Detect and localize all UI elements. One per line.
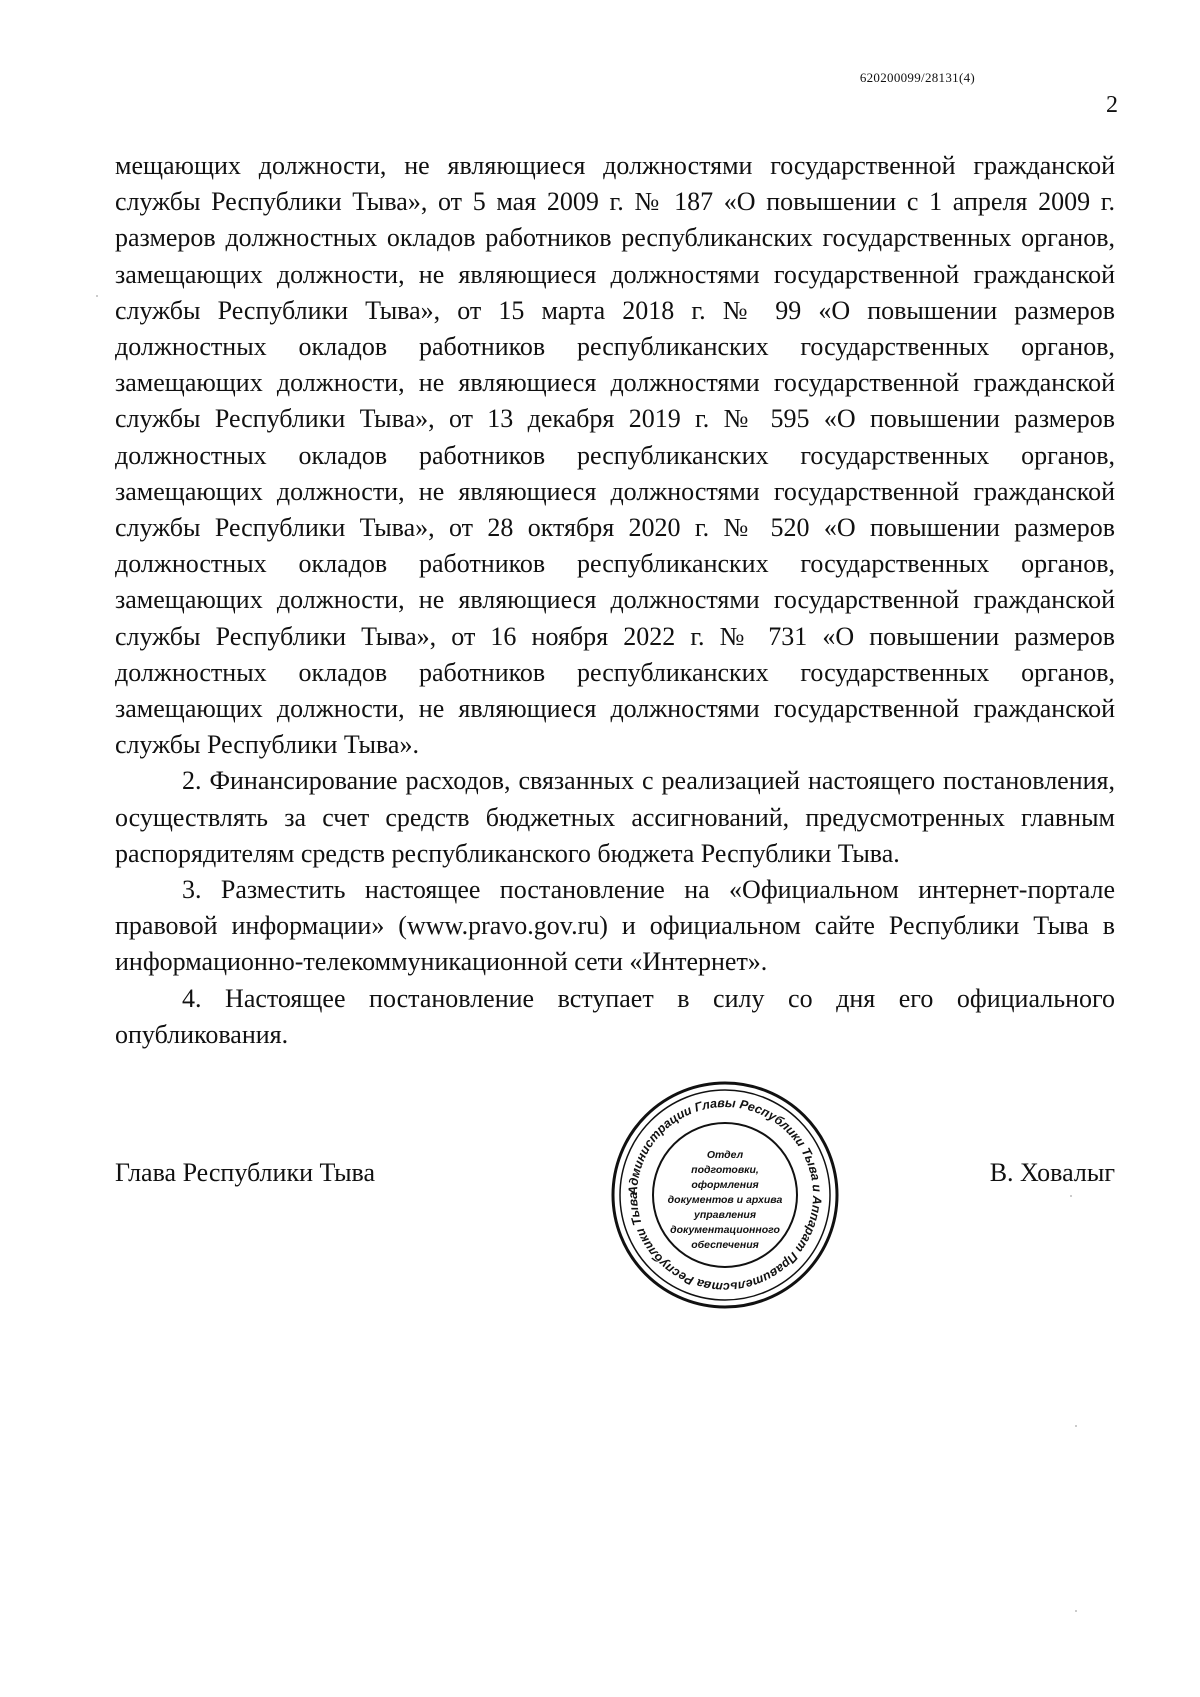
scan-speck [1075, 1425, 1077, 1427]
stamp-line: документов и архива [667, 1194, 783, 1206]
stamp-line: управления [693, 1209, 757, 1221]
signatory-name: В. Ховалыг [989, 1158, 1115, 1187]
page-number: 2 [1106, 92, 1118, 118]
paragraph-continuation: мещающих должности, не являющиеся должностями государственной гражданской службы Республики Тыва», от 5 мая 2009 г. № 187 «О повышении с 1 апреля 2009 г. размеров должностных окладов работников республиканских государственных органов, замещающих должности, не являющиеся должностями государственной гражданской службы Республики Тыва», от 15 марта 2018 г. № 99 «О повышении размеров должностных окладов работников республиканских государственных органов, замещающих должности, не являющиеся должностями государственной гражданской службы Республики Тыва», от 13 декабря 2019 г. № 595 «О повышении размеров должностных окладов работников республиканских государственных органов, замещающих должности, не являющиеся должностями государственной гражданской службы Республики Тыва», от 28 октября 2020 г. № 520 «О повышении размеров должностных окладов работников республиканских государственных органов, замещающих должности, не являющиеся должностями государственной гражданской службы Республики Тыва», от 16 ноября 2022 г. № 731 «О повышении размеров должностных окладов работников республиканских государственных органов, замещающих должности, не являющиеся должностями государственной гражданской службы Республики Тыва». [115, 151, 1115, 760]
official-stamp [610, 1080, 840, 1310]
stamp-line: оформления [691, 1179, 759, 1191]
paragraph-publication: 3. Разместить настоящее постановление на «Официальном интернет-портале правовой информации» (www.pravo.gov.ru) и официальном сайте Республики Тыва в информационно-телекоммуникационной сети «Интернет». [115, 875, 1115, 977]
document-body [115, 148, 1115, 1053]
stamp-line: обеспечения [691, 1239, 759, 1251]
paragraph-effective-date: 4. Настоящее постановление вступает в силу со дня его официального опубликования. [115, 983, 1115, 1049]
stamp-line: документационного [670, 1224, 780, 1236]
stamp-line: Отдел [706, 1149, 744, 1161]
stamp-ring-text: Администрации Главы Республики Тыва и Аппарат Правительства Республики Тыва [625, 1095, 825, 1295]
scan-speck [96, 295, 98, 297]
signatory-position: Глава Республики Тыва [115, 1158, 376, 1187]
stamp-line: подготовки, [691, 1164, 759, 1176]
scan-speck [1075, 1610, 1077, 1612]
document-code: 620200099/28131(4) [859, 70, 975, 85]
scan-speck [1070, 1195, 1072, 1197]
paragraph-financing: 2. Финансирование расходов, связанных с реализацией настоящего постановления, осуществлять за счет средств бюджетных ассигнований, предусмотренных главным распорядителям средств республиканского бюджета Республики Тыва. [115, 766, 1115, 868]
